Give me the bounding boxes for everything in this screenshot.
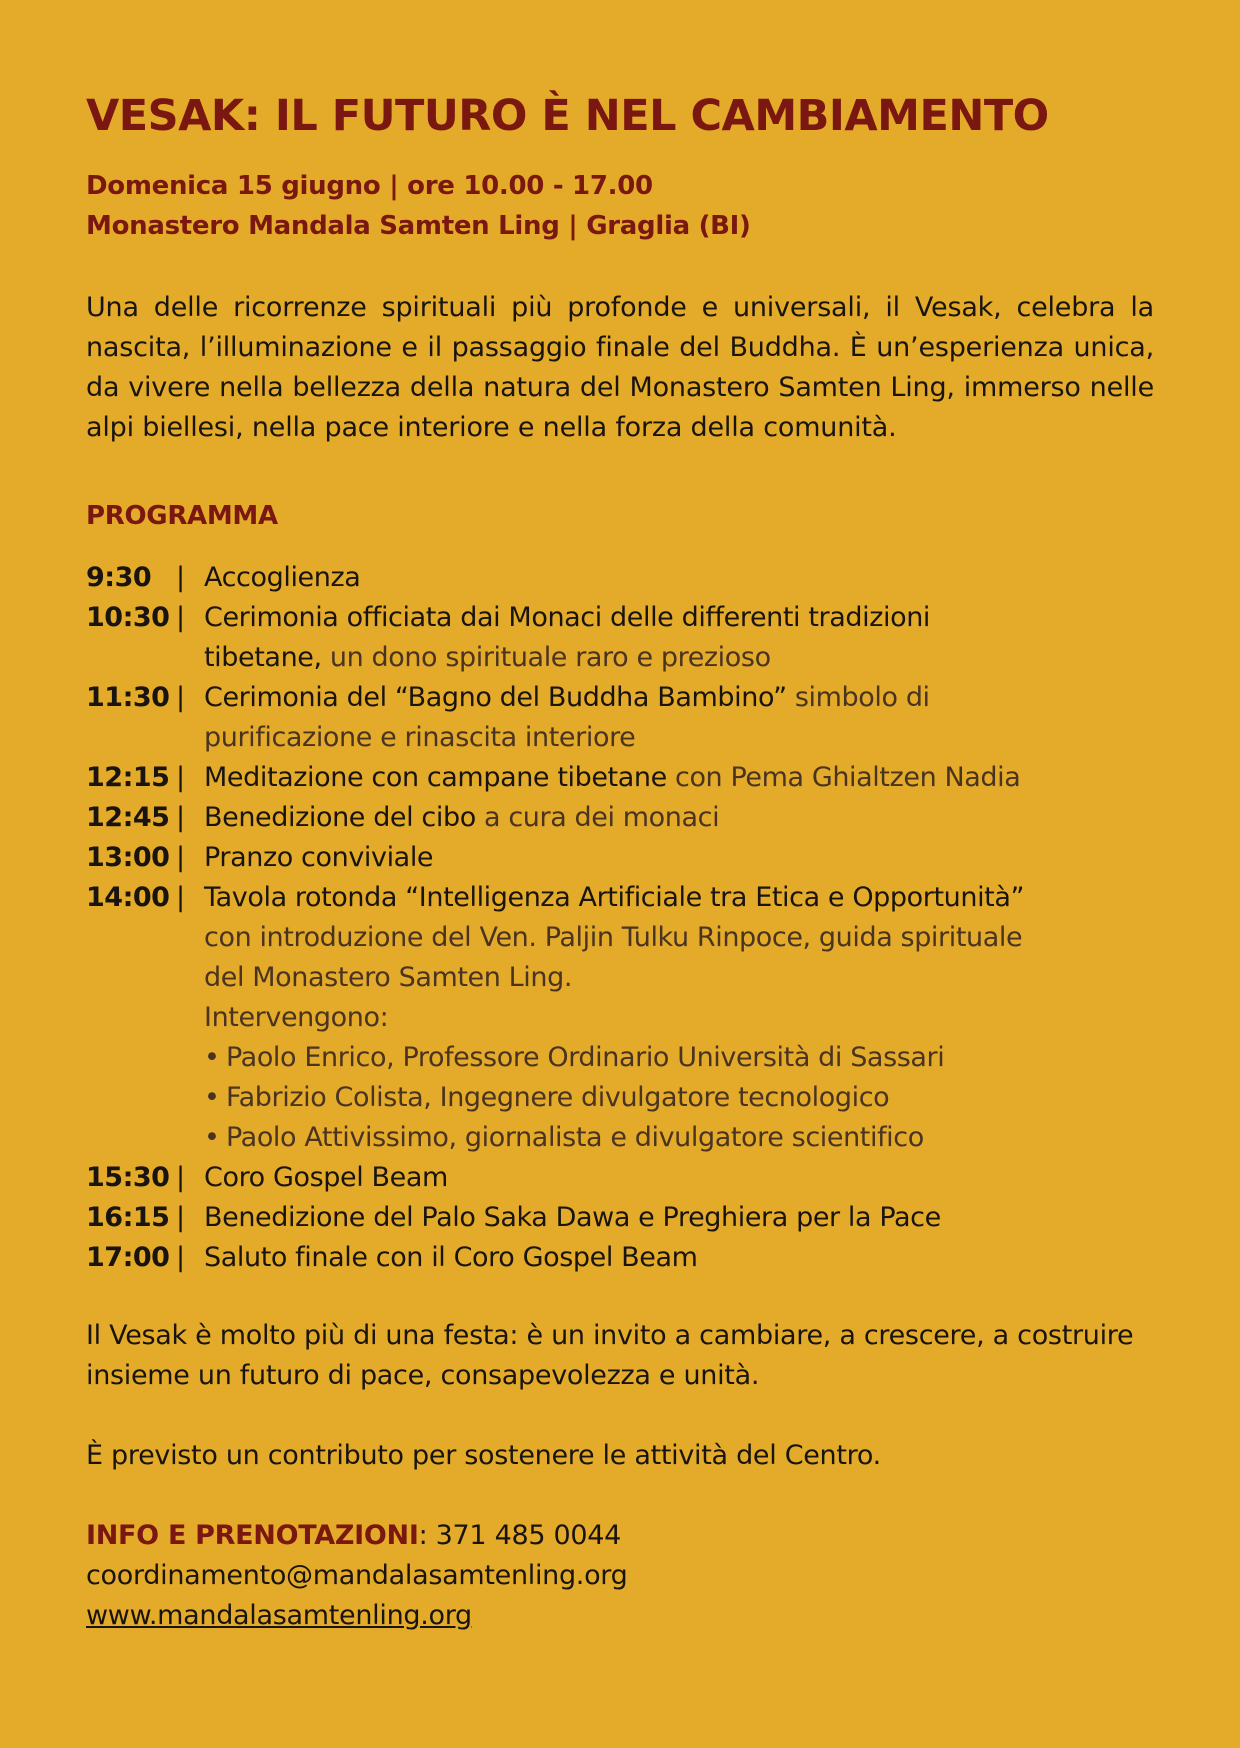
program-title-text: Coro Gospel Beam xyxy=(204,1162,448,1193)
program-note: del Monastero Samten Ling. xyxy=(204,962,573,993)
program-title-text: Benedizione del Palo Saka Dawa e Preghiera per la Pace xyxy=(204,1202,941,1233)
program-item xyxy=(86,598,1154,678)
program-separator: | xyxy=(176,762,186,793)
program-note: simbolo di xyxy=(786,682,930,713)
website-link[interactable]: www.mandalasamtenling.org xyxy=(86,1600,472,1631)
program-separator: | xyxy=(176,1202,186,1233)
program-item xyxy=(86,1238,1154,1278)
program-separator: | xyxy=(176,882,186,913)
event-date: Domenica 15 giugno | ore 10.00 - 17.00 xyxy=(86,171,653,201)
program-item xyxy=(86,798,1154,838)
program-item xyxy=(86,678,1154,758)
program-title-text: Pranzo conviviale xyxy=(204,842,434,873)
speaker-item: • Paolo Enrico, Professore Ordinario Università di Sassari xyxy=(204,1038,1154,1078)
program-item xyxy=(86,1158,1154,1198)
program-item xyxy=(86,558,1154,598)
program-time: 11:30 xyxy=(86,682,170,713)
program-separator: | xyxy=(176,842,186,873)
program-time: 9:30 xyxy=(86,562,152,593)
phone-number[interactable]: : 371 485 0044 xyxy=(418,1520,622,1551)
info-label: INFO E PRENOTAZIONI xyxy=(86,1520,419,1551)
program-item xyxy=(86,838,1154,878)
program-title-text: Cerimonia officiata dai Monaci delle differenti tradizioni xyxy=(204,602,931,633)
contribution-note: È previsto un contributo per sostenere le attività del Centro. xyxy=(86,1440,881,1471)
program-title-text: Cerimonia del “Bagno del Buddha Bambino” xyxy=(204,682,787,713)
program-time: 14:00 xyxy=(86,882,170,913)
program-note: con Pema Ghialtzen Nadia xyxy=(666,762,1021,793)
program-note: Intervengono: xyxy=(204,1002,389,1033)
program-note: a cura dei monaci xyxy=(475,802,720,833)
program-separator: | xyxy=(176,1242,186,1273)
program-time: 16:15 xyxy=(86,1202,170,1233)
program-separator: | xyxy=(176,602,186,633)
intro-paragraph: Una delle ricorrenze spirituali più profonde e universali, il Vesak, celebra la nascita, l’illuminazione e il passaggio finale del Buddha. È un’esperienza unica, da vivere nella bellezza della natura del Monastero Samten Ling, immerso nelle alpi biellesi, nella pace interiore e nella forza della comunità. xyxy=(86,292,1154,443)
program-separator: | xyxy=(176,1162,186,1193)
program-title-text: Benedizione del cibo xyxy=(204,802,476,833)
program-title-text: Tavola rotonda “Intelligenza Artificiale tra Etica e Opportunità” xyxy=(204,882,1025,913)
email-link[interactable]: coordinamento@mandalasamtenling.org xyxy=(86,1560,628,1591)
program-time: 10:30 xyxy=(86,602,170,633)
program-title-text: Meditazione con campane tibetane xyxy=(204,762,667,793)
program-time: 12:45 xyxy=(86,802,170,833)
program-item xyxy=(86,1198,1154,1238)
page-title: VESAK: IL FUTURO È NEL CAMBIAMENTO xyxy=(86,91,1049,141)
program-note: un dono spirituale raro e prezioso xyxy=(321,642,771,673)
program-note: purificazione e rinascita interiore xyxy=(204,722,636,753)
speaker-item: • Paolo Attivissimo, giornalista e divulgatore scientifico xyxy=(204,1118,1154,1158)
program-item xyxy=(86,878,1154,1158)
closing-paragraph: Il Vesak è molto più di una festa: è un invito a cambiare, a crescere, a costruire insieme un futuro di pace, consapevolezza e unità. xyxy=(86,1320,1134,1391)
program-item xyxy=(86,758,1154,798)
program-separator: | xyxy=(176,802,186,833)
program-time: 12:15 xyxy=(86,762,170,793)
event-location: Monastero Mandala Samten Ling | Graglia (BI) xyxy=(86,211,751,241)
program-separator: | xyxy=(176,562,186,593)
program-title-text: Saluto finale con il Coro Gospel Beam xyxy=(204,1242,698,1273)
program-list xyxy=(86,558,1154,1278)
speaker-item: • Fabrizio Colista, Ingegnere divulgatore tecnologico xyxy=(204,1078,1154,1118)
event-details xyxy=(86,166,1154,246)
speaker-list xyxy=(204,1038,1154,1158)
program-time: 13:00 xyxy=(86,842,170,873)
program-title-text: tibetane, xyxy=(204,642,322,673)
contact-info xyxy=(86,1516,1154,1636)
program-time: 17:00 xyxy=(86,1242,170,1273)
program-separator: | xyxy=(176,682,186,713)
program-note: con introduzione del Ven. Paljin Tulku Rinpoce, guida spirituale xyxy=(204,922,1023,953)
program-title: PROGRAMMA xyxy=(86,501,278,531)
program-title-text: Accoglienza xyxy=(204,562,361,593)
program-time: 15:30 xyxy=(86,1162,170,1193)
